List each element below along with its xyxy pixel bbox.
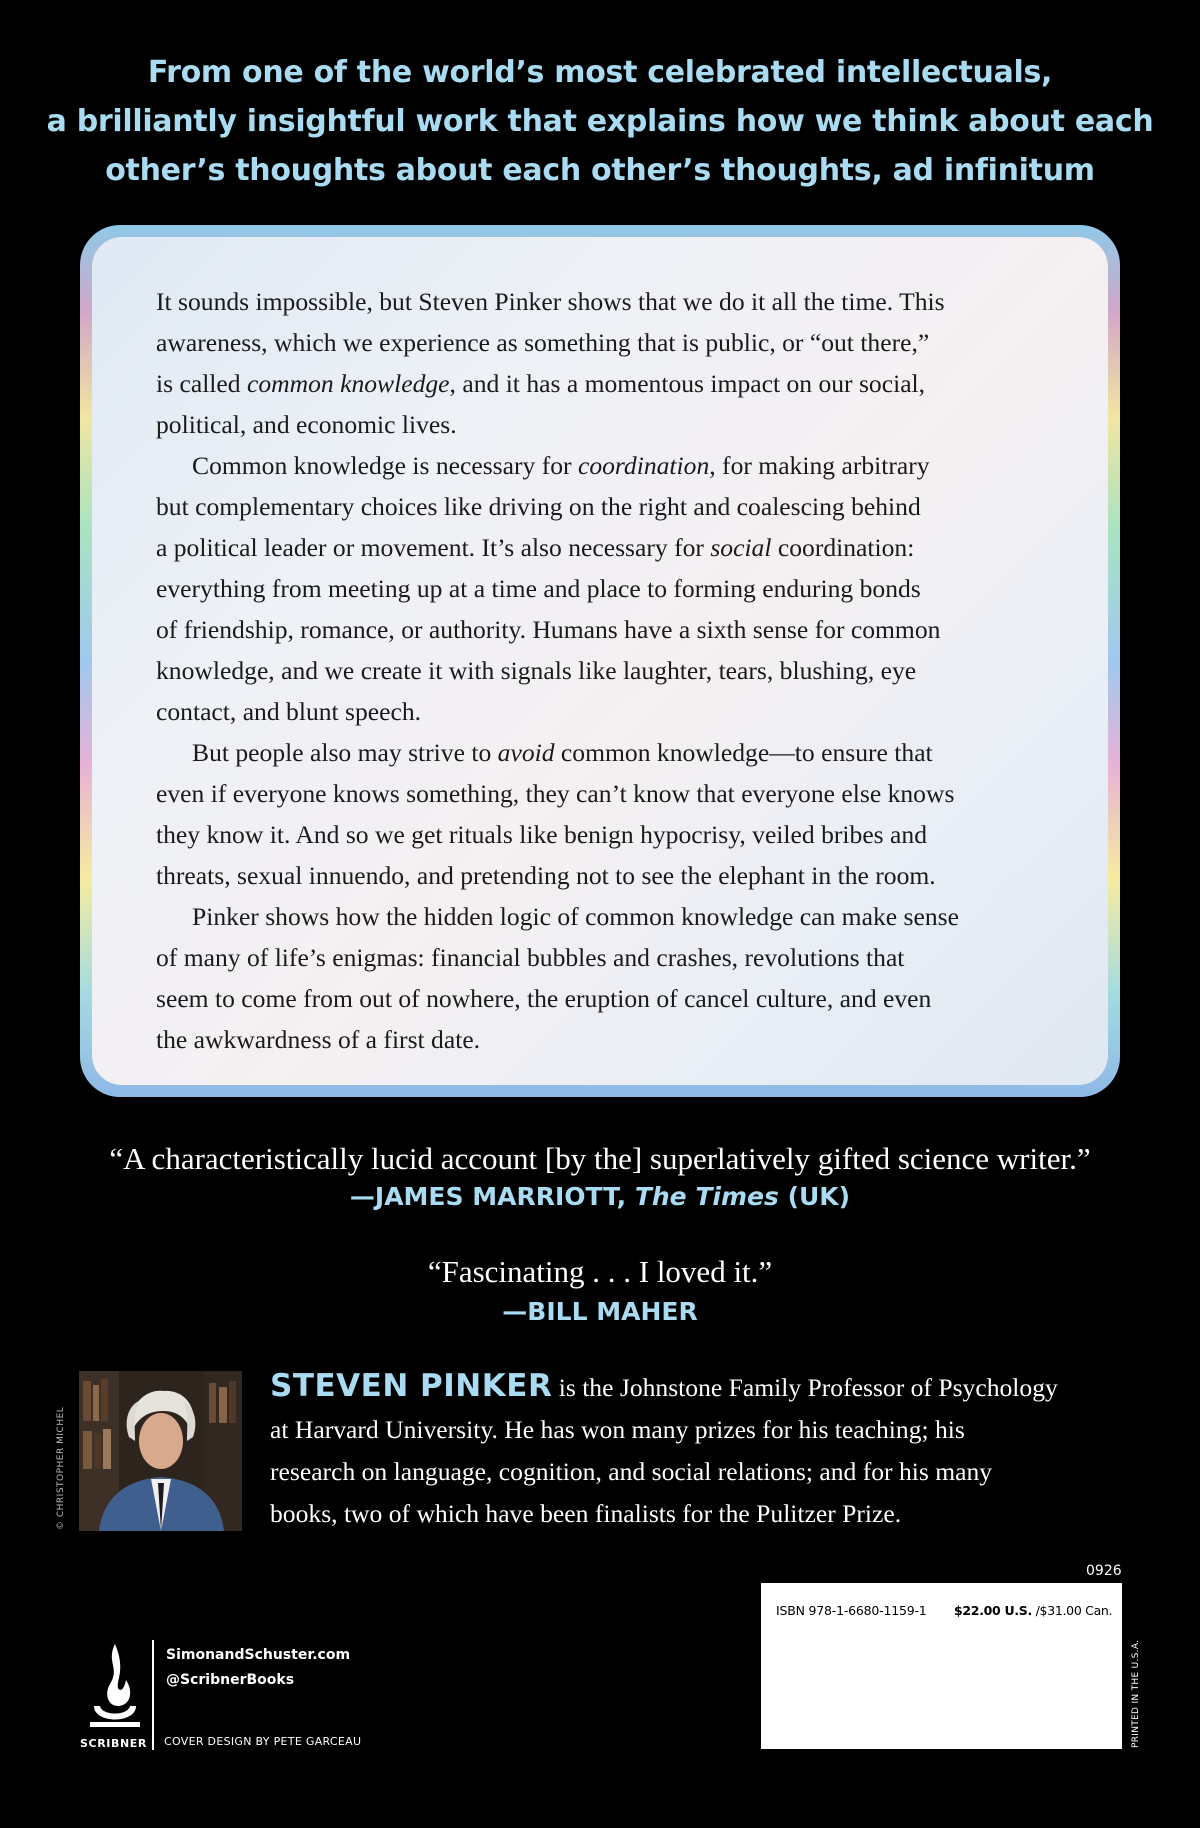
- tagline-line: From one of the world’s most celebrated intellectuals,: [147, 55, 1053, 90]
- bio-line: at Harvard University. He has won many prizes for his teaching; his: [270, 1415, 965, 1444]
- description-text: [156, 281, 1058, 1060]
- bio-line: research on language, cognition, and social relations; and for his many: [270, 1457, 993, 1486]
- text-line: contact, and blunt speech.: [156, 697, 422, 726]
- text-line: knowledge, and we create it with signals like laughter, tears, blushing, eye: [156, 656, 917, 685]
- description-panel-inner: [92, 237, 1108, 1085]
- text-line: seem to come from out of nowhere, the eruption of cancel culture, and even: [156, 984, 932, 1013]
- text-line: political, and economic lives.: [156, 410, 457, 439]
- tagline-line: a brilliantly insightful work that explains how we think about each: [46, 104, 1154, 139]
- social-handle[interactable]: @ScribnerBooks: [166, 1672, 295, 1688]
- photo-credit: © CHRISTOPHER MICHEL: [56, 1406, 66, 1530]
- text-line: even if everyone knows something, they can’t know that everyone else knows: [156, 779, 955, 808]
- isbn: ISBN 978-1-6680-1159-1: [776, 1603, 927, 1618]
- tagline: [40, 48, 1160, 195]
- text-line: but complementary choices like driving on the right and coalescing behind: [156, 492, 921, 521]
- divider: [152, 1640, 154, 1750]
- cover-design-credit: COVER DESIGN BY PETE GARCEAU: [164, 1735, 362, 1748]
- text-line: of many of life’s enigmas: financial bubbles and crashes, revolutions that: [156, 943, 905, 972]
- price: $22.00 U.S. /$31.00 Can.: [954, 1603, 1113, 1618]
- review-quote-1: “A characteristically lucid account [by the] superlatively gifted science writer.”: [109, 1141, 1091, 1176]
- author-portrait-icon: [79, 1371, 242, 1531]
- text-line: Pinker shows how the hidden logic of common knowledge can make sense: [192, 902, 959, 931]
- author-photo: [79, 1371, 242, 1531]
- text-line: Common knowledge is necessary for coordination, for making arbitrary: [192, 451, 930, 480]
- review-attribution-1: —JAMES MARRIOTT, The Times (UK): [349, 1182, 851, 1211]
- bio-line: STEVEN PINKER is the Johnstone Family Professor of Psychology: [270, 1368, 1058, 1404]
- catalog-code: 0926: [1086, 1563, 1122, 1579]
- author-bio: [270, 1365, 1122, 1535]
- text-line: is called common knowledge, and it has a momentous impact on our social,: [156, 369, 926, 398]
- text-line: It sounds impossible, but Steven Pinker shows that we do it all the time. This: [156, 287, 945, 316]
- website-link[interactable]: SimonandSchuster.com: [166, 1647, 351, 1663]
- tagline-line: other’s thoughts about each other’s thoughts, ad infinitum: [105, 153, 1095, 188]
- text-line: they know it. And so we get rituals like benign hypocrisy, veiled bribes and: [156, 820, 927, 849]
- text-line: But people also may strive to avoid common knowledge—to ensure that: [192, 738, 933, 767]
- review-attribution-2: —BILL MAHER: [502, 1297, 698, 1326]
- text-line: everything from meeting up at a time and place to forming enduring bonds: [156, 574, 921, 603]
- text-line: a political leader or movement. It’s also necessary for social coordination:: [156, 533, 915, 562]
- text-line: of friendship, romance, or authority. Humans have a sixth sense for common: [156, 615, 941, 644]
- review-quote-2: “Fascinating . . . I loved it.”: [427, 1254, 773, 1289]
- author-name: STEVEN PINKER: [270, 1368, 553, 1404]
- text-line: the awkwardness of a first date.: [156, 1025, 481, 1054]
- text-line: threats, sexual innuendo, and pretending not to see the elephant in the room.: [156, 861, 936, 890]
- bio-line: books, two of which have been finalists for the Pulitzer Prize.: [270, 1499, 902, 1528]
- scribner-flame-icon: [80, 1640, 150, 1750]
- description-panel: [80, 225, 1120, 1097]
- text-line: awareness, which we experience as something that is public, or “out there,”: [156, 328, 930, 357]
- printed-in: PRINTED IN THE U.S.A.: [1131, 1639, 1141, 1748]
- barcode-box: [761, 1583, 1122, 1749]
- publisher-name: SCRIBNER: [80, 1737, 147, 1750]
- publisher-links: [166, 1643, 350, 1693]
